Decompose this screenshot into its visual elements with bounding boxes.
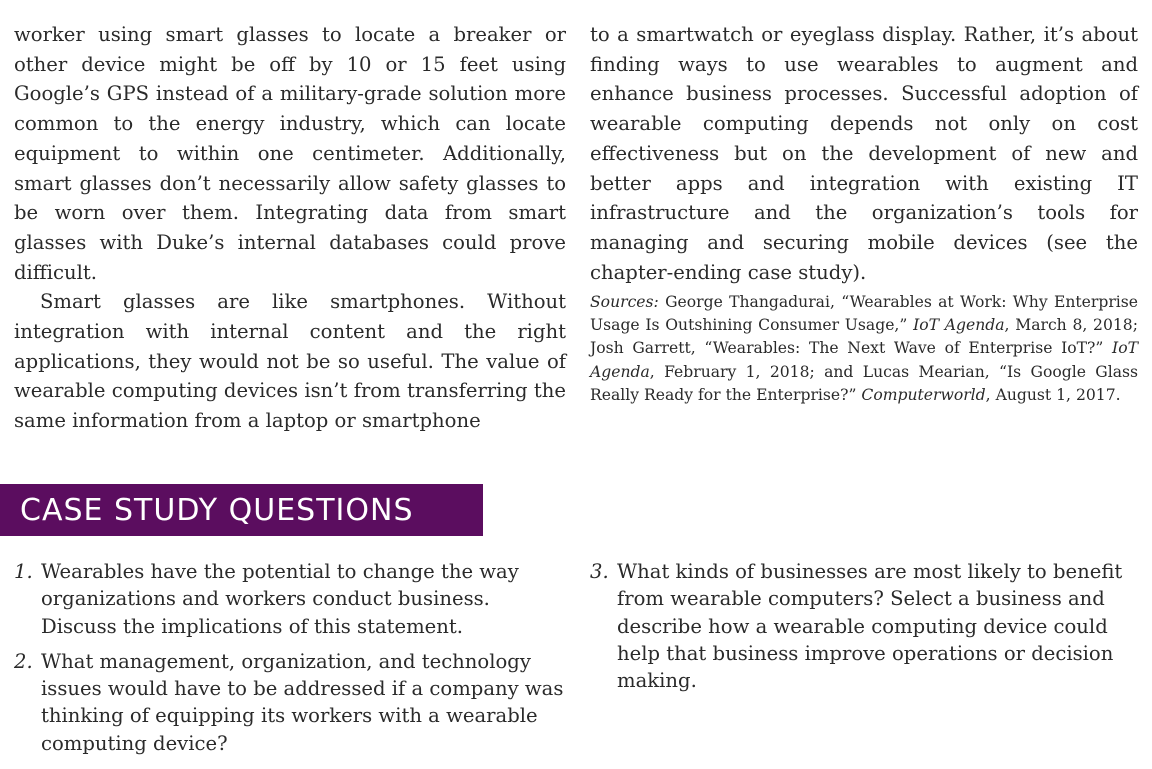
right-column — [590, 20, 1138, 287]
sources-text-2: , March 8, 2018; Josh Garrett, “Wearables: The Next Wave of Enterprise IoT?” — [590, 316, 1138, 358]
sources-text-3: , February 1, 2018; and Lucas Mearian, “Is Google Glass Really Ready for the Enterprise?” — [590, 362, 1138, 404]
right-paragraph-1: to a smartwatch or eyeglass display. Rather, it’s about finding ways to use wearables to augment and enhance business processes. Successful adoption of wearable computing depends not only on cost effectiveness but on the development of new and better apps and integration with existing IT infrastructure and the organization’s tools for managing and securing mobile devices (see the chapter-ending case study). — [590, 23, 1138, 284]
question-number: 1. — [14, 560, 33, 583]
sources-citation — [590, 291, 1138, 407]
question-2 — [14, 648, 566, 757]
left-column — [14, 20, 566, 436]
question-1 — [14, 558, 566, 640]
sources-publication-1: IoT Agenda — [913, 316, 1005, 335]
sources-text-1: George Thangadurai, “Wearables at Work: Why Enterprise Usage Is Outshining Consumer Usage,” — [590, 293, 1138, 335]
sources-publication-3: Computerworld — [861, 385, 986, 404]
sources-text-4: , August 1, 2017. — [985, 385, 1121, 404]
question-text: Wearables have the potential to change the way organizations and workers conduct business. Discuss the implications of this statement. — [41, 560, 519, 638]
question-3 — [590, 558, 1138, 694]
case-study-questions-heading: CASE STUDY QUESTIONS — [0, 484, 483, 536]
sources-publication-2: IoT Agenda — [590, 339, 1138, 381]
questions-list-left — [14, 558, 566, 765]
question-text: What kinds of businesses are most likely to benefit from wearable computers? Select a business and describe how a wearable computing device could help that business improve operations or decision making. — [617, 560, 1123, 693]
sources-label: Sources: — [590, 293, 659, 311]
left-paragraph-2: Smart glasses are like smartphones. Without integration with internal content and the right applications, they would not be so useful. The value of wearable computing devices isn’t from transferring the same information from a laptop or smartphone — [14, 290, 566, 433]
questions-list-right — [590, 558, 1138, 702]
question-number: 3. — [590, 560, 609, 583]
question-number: 2. — [14, 649, 33, 673]
question-text: What management, organization, and technology issues would have to be addressed if a company was thinking of equipping its workers with a wearable computing device? — [41, 649, 564, 755]
left-paragraph-1: worker using smart glasses to locate a breaker or other device might be off by 10 or 15 feet using Google’s GPS instead of a military-grade solution more common to the energy industry, which can locate equipment to within one centimeter. Additionally, smart glasses don’t necessarily allow safety glasses to be worn over them. Integrating data from smart glasses with Duke’s internal databases could prove difficult. — [14, 23, 566, 284]
